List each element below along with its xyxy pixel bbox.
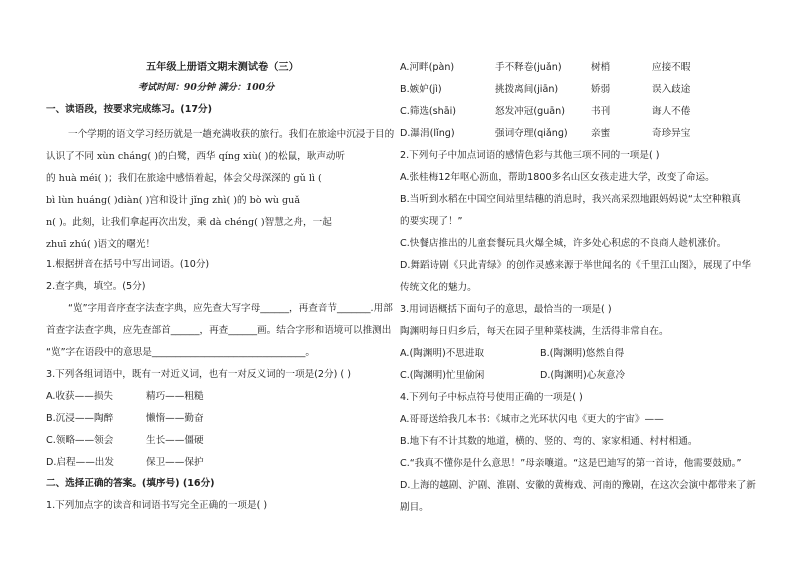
q2-4-option: D.上海的越剧、沪剧、淮剧、安徽的黄梅戏、河南的豫剧，在这次会演中都带来了新 bbox=[400, 480, 756, 491]
question-2-text: 首查字法查字典，应先查部首______，再查______画。结合字形和语境可以推测出 bbox=[46, 325, 392, 336]
passage-line: zhuī zhú( )语文的曙光！ bbox=[46, 239, 156, 250]
option-text: 强词夺理(qiǎnɡ) bbox=[495, 128, 568, 139]
question-1: 1.根据拼音在括号中写出词语。(10分) bbox=[46, 259, 210, 270]
q2-3-option-d: D.(陶渊明)心灰意冷 bbox=[540, 370, 626, 381]
q2-3-quote: 陶渊明每日归乡后，每天在园子里种菜枝满，生活得非常自在。 bbox=[400, 326, 669, 337]
section-2-question-1: 1.下列加点字的读音和词语书写完全正确的一项是( ) bbox=[46, 500, 268, 511]
option-text: 亲蜜 bbox=[591, 128, 611, 139]
option-text: A.河畔(pàn) bbox=[400, 62, 455, 73]
passage-line: 一个学期的语文学习经历就是一趟充满收获的旅行。我们在旅途中沉浸于目的 bbox=[68, 129, 395, 140]
option-text: 娇弱 bbox=[591, 84, 611, 95]
q2-2-option: A.张桂梅12年呕心沥血，帮助1800多名山区女孩走进大学，改变了命运。 bbox=[400, 172, 715, 183]
q2-3-option-a: A.(陶渊明)不思进取 bbox=[400, 348, 485, 359]
question-2-2: 2.下列句子中加点词语的感情色彩与其他三项不同的一项是( ) bbox=[400, 150, 660, 161]
passage-line: 认识了不同 xùn chánɡ( )的白鹭，西华 qínɡ xiù( )的松鼠，耿声动听 bbox=[46, 151, 346, 162]
q3-option-b-pair: 懒惰——勤奋 bbox=[146, 413, 204, 424]
passage-line: 的 huà méi( )；我们在旅途中感悟着起，体会父母深深的 ɡǔ lì ( bbox=[46, 173, 322, 184]
q2-2-option: C.快餐店推出的儿童套餐玩具火爆全城，许多处心积虑的不良商人趁机涨价。 bbox=[400, 238, 727, 249]
option-text: B.嫉妒(jì) bbox=[400, 84, 442, 95]
passage-line: n( )。此刻，让我们拿起再次出发，乘 dà chénɡ( )智慧之舟，一起 bbox=[46, 217, 332, 228]
q1-option-row-c bbox=[400, 106, 772, 118]
q2-2-option: 的要实现了！” bbox=[400, 216, 463, 227]
option-text: 手不释卷(juǎn) bbox=[495, 62, 562, 73]
q3-option-a-pair: 精巧——粗糙 bbox=[146, 391, 204, 402]
q3-option-d-pair: 保卫——保护 bbox=[146, 457, 204, 468]
q2-4-option: 剧目。 bbox=[400, 502, 429, 513]
option-text: 诲人不倦 bbox=[652, 106, 691, 117]
section-2-heading: 二、选择正确的答案。(填序号) (16分) bbox=[46, 478, 215, 489]
q3-option-c-pair: 生长——僵硬 bbox=[146, 435, 204, 446]
option-text: 应接不暇 bbox=[652, 62, 691, 73]
exam-title: 五年级上册语文期末测试卷（三） bbox=[146, 62, 299, 73]
q2-4-option: A.哥哥送给我几本书：《城市之光环状闪电《更大的宇宙》—— bbox=[400, 414, 664, 425]
q2-2-option: B.当听到水稻在中国空间站里结穗的消息时，我兴高采烈地跟妈妈说“太空种粮真 bbox=[400, 194, 741, 205]
question-2-3: 3.用词语概括下面句子的意思，最恰当的一项是( ) bbox=[400, 304, 612, 315]
q1-option-row-b bbox=[400, 84, 772, 96]
exam-meta: 考试时间：90分钟 满分：100分 bbox=[138, 82, 275, 93]
option-text: 挑拨离间(jiān) bbox=[495, 84, 559, 95]
q2-4-option: B.地下有不计其数的地道，横的、竖的、弯的、家家相通、村村相通。 bbox=[400, 436, 698, 447]
option-text: 怒发冲冠(guān) bbox=[495, 106, 565, 117]
option-text: C.筛选(shāi) bbox=[400, 106, 457, 117]
question-2-text: “览”字在语段中的意思是________________________________。 bbox=[46, 347, 315, 358]
q3-option-b: B.沉浸——陶醉 bbox=[46, 413, 114, 424]
q3-option-c: C.领略——领会 bbox=[46, 435, 114, 446]
question-2-4: 4.下列句子中标点符号使用正确的一项是( ) bbox=[400, 392, 583, 403]
option-text: 奇珍异宝 bbox=[652, 128, 691, 139]
section-1-heading: 一、读语段，按要求完成练习。(17分) bbox=[46, 104, 213, 115]
option-text: D.瀑涓(lǐnɡ) bbox=[400, 128, 455, 139]
question-3: 3.下列各组词语中，既有一对近义词，也有一对反义词的一项是(2分) ( ) bbox=[46, 369, 351, 380]
option-text: 树梢 bbox=[591, 62, 611, 73]
option-text: 误入歧途 bbox=[652, 84, 691, 95]
question-2-text: “览”字用音序查字法查字典，应先查大写字母______，再查音节_______.用部 bbox=[68, 303, 393, 314]
q2-2-option: 传统文化的魅力。 bbox=[400, 282, 477, 293]
passage-line: bì lùn huánɡ( )diàn( )宫和设计 jǐnɡ zhì( )的 bò wù ɡuǎ bbox=[46, 195, 301, 206]
q1-option-row-a bbox=[400, 62, 772, 74]
q2-4-option: C.“我真不懂你是什么意思！”母亲嚷道。“这是巴迪写的第一首诗，他需要鼓励。” bbox=[400, 458, 742, 469]
option-text: 书刊 bbox=[591, 106, 611, 117]
q2-3-option-c: C.(陶渊明)忙里偷闲 bbox=[400, 370, 485, 381]
q1-option-row-d bbox=[400, 128, 772, 140]
q3-option-d: D.启程——出发 bbox=[46, 457, 114, 468]
q2-3-option-b: B.(陶渊明)悠然自得 bbox=[540, 348, 625, 359]
question-2: 2.查字典，填空。(5分) bbox=[46, 281, 146, 292]
q3-option-a: A.收获——损失 bbox=[46, 391, 114, 402]
q2-2-option: D.舞蹈诗剧《只此青绿》的创作灵感来源于举世闻名的《千里江山图》，展现了中华 bbox=[400, 260, 752, 271]
